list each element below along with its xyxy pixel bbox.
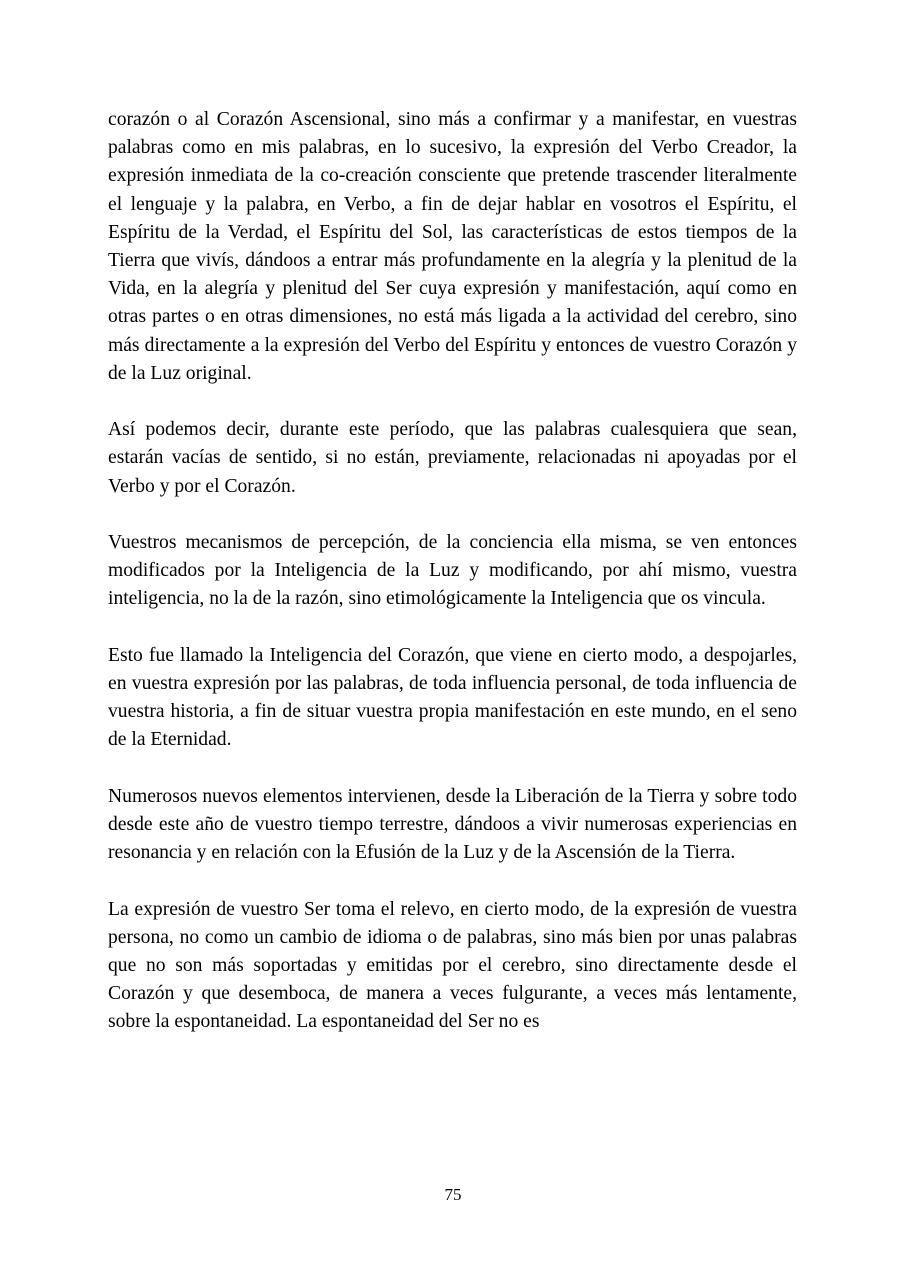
paragraph-3: Vuestros mecanismos de percepción, de la conciencia ella misma, se ven entonces modificados por la Inteligencia de la Luz y modificando, por ahí mismo, vuestra inteligencia, no la de la razón, sino etimológicamente la Inteligencia que os vincula. xyxy=(108,532,797,610)
paragraph-2: Así podemos decir, durante este período, que las palabras cualesquiera que sean, estarán vacías de sentido, si no están, previamente, relacionadas ni apoyadas por el Verbo y por el Corazón. xyxy=(108,419,797,497)
paragraph-4: Esto fue llamado la Inteligencia del Corazón, que viene en cierto modo, a despojarles, en vuestra expresión por las palabras, de toda influencia personal, de toda influencia de vuestra historia, a fin de situar vuestra propia manifestación en este mundo, en el seno de la Eternidad. xyxy=(108,644,797,751)
paragraph-5: Numerosos nuevos elementos intervienen, desde la Liberación de la Tierra y sobre todo desde este año de vuestro tiempo terrestre, dándoos a vivir numerosas experiencias en resonancia y en relación con la Efusión de la Luz y de la Ascensión de la Tierra. xyxy=(108,785,797,864)
paragraph-6: La expresión de vuestro Ser toma el relevo, en cierto modo, de la expresión de vuestra persona, no como un cambio de idioma o de palabras, sino más bien por unas palabras que no son más soportadas y emitidas por el cerebro, sino directamente desde el Corazón y que desemboca, de manera a veces fulgurante, a veces más lentamente, sobre la espontaneidad. La espontaneidad del Ser no es xyxy=(108,898,797,1033)
page-body xyxy=(108,106,797,1065)
paragraph-1: corazón o al Corazón Ascensional, sino más a confirmar y a manifestar, en vuestras palabras como en mis palabras, en lo sucesivo, la expresión del Verbo Creador, la expresión inmediata de la co-creación consciente que pretende trascender literalmente el lenguaje y la palabra, en Verbo, a fin de dejar hablar en vosotros el Espíritu, el Espíritu de la Verdad, el Espíritu del Sol, las características de estos tiempos de la Tierra que vivís, dándoos a entrar más profundamente en la alegría y la plenitud de la Vida, en la alegría y plenitud del Ser cuya expresión y manifestación, aquí como en otras partes o en otras dimensiones, no está más ligada a la actividad del cerebro, sino más directamente a la expresión del Verbo del Espíritu y entonces de vuestro Corazón y de la Luz original. xyxy=(108,109,797,384)
page-number: 75 xyxy=(444,1185,462,1204)
